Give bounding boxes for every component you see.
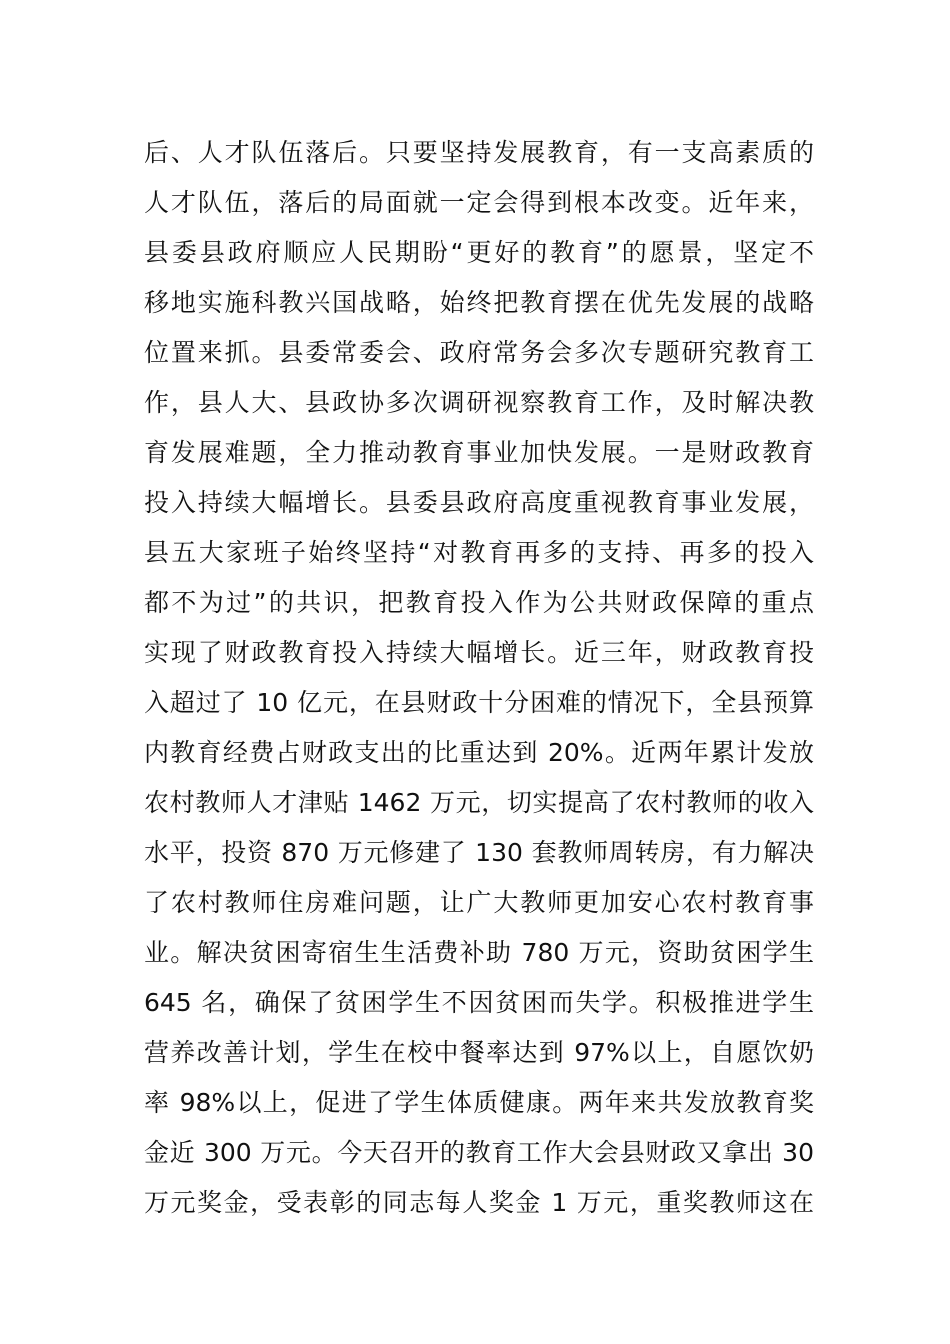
text-line: 万元奖金，受表彰的同志每人奖金 1 万元，重奖教师这在 [144, 1188, 814, 1217]
text-line: 人才队伍，落后的局面就一定会得到根本改变。近年来， [144, 188, 814, 217]
text-line: 金近 300 万元。今天召开的教育工作大会县财政又拿出 30 [144, 1138, 814, 1167]
text-line: 农村教师人才津贴 1462 万元，切实提高了农村教师的收入 [144, 788, 814, 817]
text-line: 作，县人大、县政协多次调研视察教育工作，及时解决教 [144, 388, 814, 417]
text-line: 入超过了 10 亿元，在县财政十分困难的情况下，全县预算 [144, 688, 814, 717]
text-line: 645 名，确保了贫困学生不因贫困而失学。积极推进学生 [144, 988, 814, 1017]
text-line: 率 98%以上，促进了学生体质健康。两年来共发放教育奖 [144, 1088, 814, 1117]
text-line: 都不为过”的共识，把教育投入作为公共财政保障的重点 [144, 588, 814, 617]
text-line: 投入持续大幅增长。县委县政府高度重视教育事业发展， [144, 488, 814, 517]
body-paragraph [144, 128, 814, 1228]
text-line: 移地实施科教兴国战略，始终把教育摆在优先发展的战略 [144, 288, 814, 317]
text-line: 了农村教师住房难问题，让广大教师更加安心农村教育事 [144, 888, 814, 917]
text-line: 水平，投资 870 万元修建了 130 套教师周转房，有力解决 [144, 838, 814, 867]
text-line: 内教育经费占财政支出的比重达到 20%。近两年累计发放 [144, 738, 814, 767]
text-line: 县五大家班子始终坚持“对教育再多的支持、再多的投入 [144, 538, 814, 567]
text-line: 营养改善计划，学生在校中餐率达到 97%以上，自愿饮奶 [144, 1038, 814, 1067]
text-line: 实现了财政教育投入持续大幅增长。近三年，财政教育投 [144, 638, 814, 667]
text-line: 位置来抓。县委常委会、政府常务会多次专题研究教育工 [144, 338, 814, 367]
text-line: 后、人才队伍落后。只要坚持发展教育，有一支高素质的 [144, 138, 814, 167]
text-line: 业。解决贫困寄宿生生活费补助 780 万元，资助贫困学生 [144, 938, 814, 967]
text-line: 县委县政府顺应人民期盼“更好的教育”的愿景，坚定不 [144, 238, 814, 267]
text-line: 育发展难题，全力推动教育事业加快发展。一是财政教育 [144, 438, 814, 467]
